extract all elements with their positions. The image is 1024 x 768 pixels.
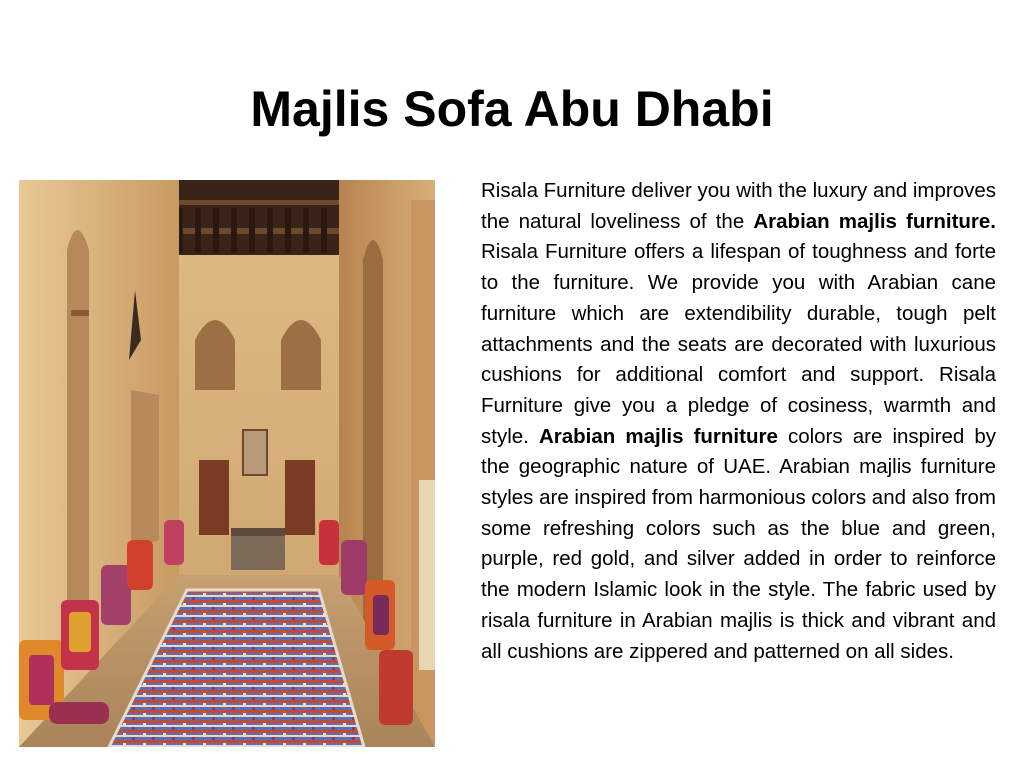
majlis-room-photo <box>19 180 435 747</box>
description-text <box>481 176 996 667</box>
description-part-2: Risala Furniture offers a lifespan of toughness and forte to the furniture. We provide you with Arabian cane furniture which are extendibility durable, tough pelt attachments and the seats are decorated with luxurious cushions for additional comfort and support. Risala Furniture give you a pledge of cosiness, warmth and style. <box>481 240 996 448</box>
slide-title: Majlis Sofa Abu Dhabi <box>250 81 774 137</box>
description-part-1: Risala Furniture deliver you with the luxury and improves the natural loveliness of the <box>481 179 997 233</box>
majlis-room-illustration <box>19 180 435 747</box>
description-bold-1: Arabian majlis furniture. <box>753 209 996 233</box>
description-part-3: colors are inspired by the geographic nature of UAE. Arabian majlis furniture styles are inspired from harmonious colors and also from some refreshing colors such as the blue and green, purple, red gold, and silver added in order to reinforce the modern Islamic look in the style. The fabric used by risala furniture in Arabian majlis is thick and vibrant and all cushions are zippered and patterned on all sides. <box>481 424 996 663</box>
description-bold-2: Arabian majlis furniture <box>538 424 778 448</box>
